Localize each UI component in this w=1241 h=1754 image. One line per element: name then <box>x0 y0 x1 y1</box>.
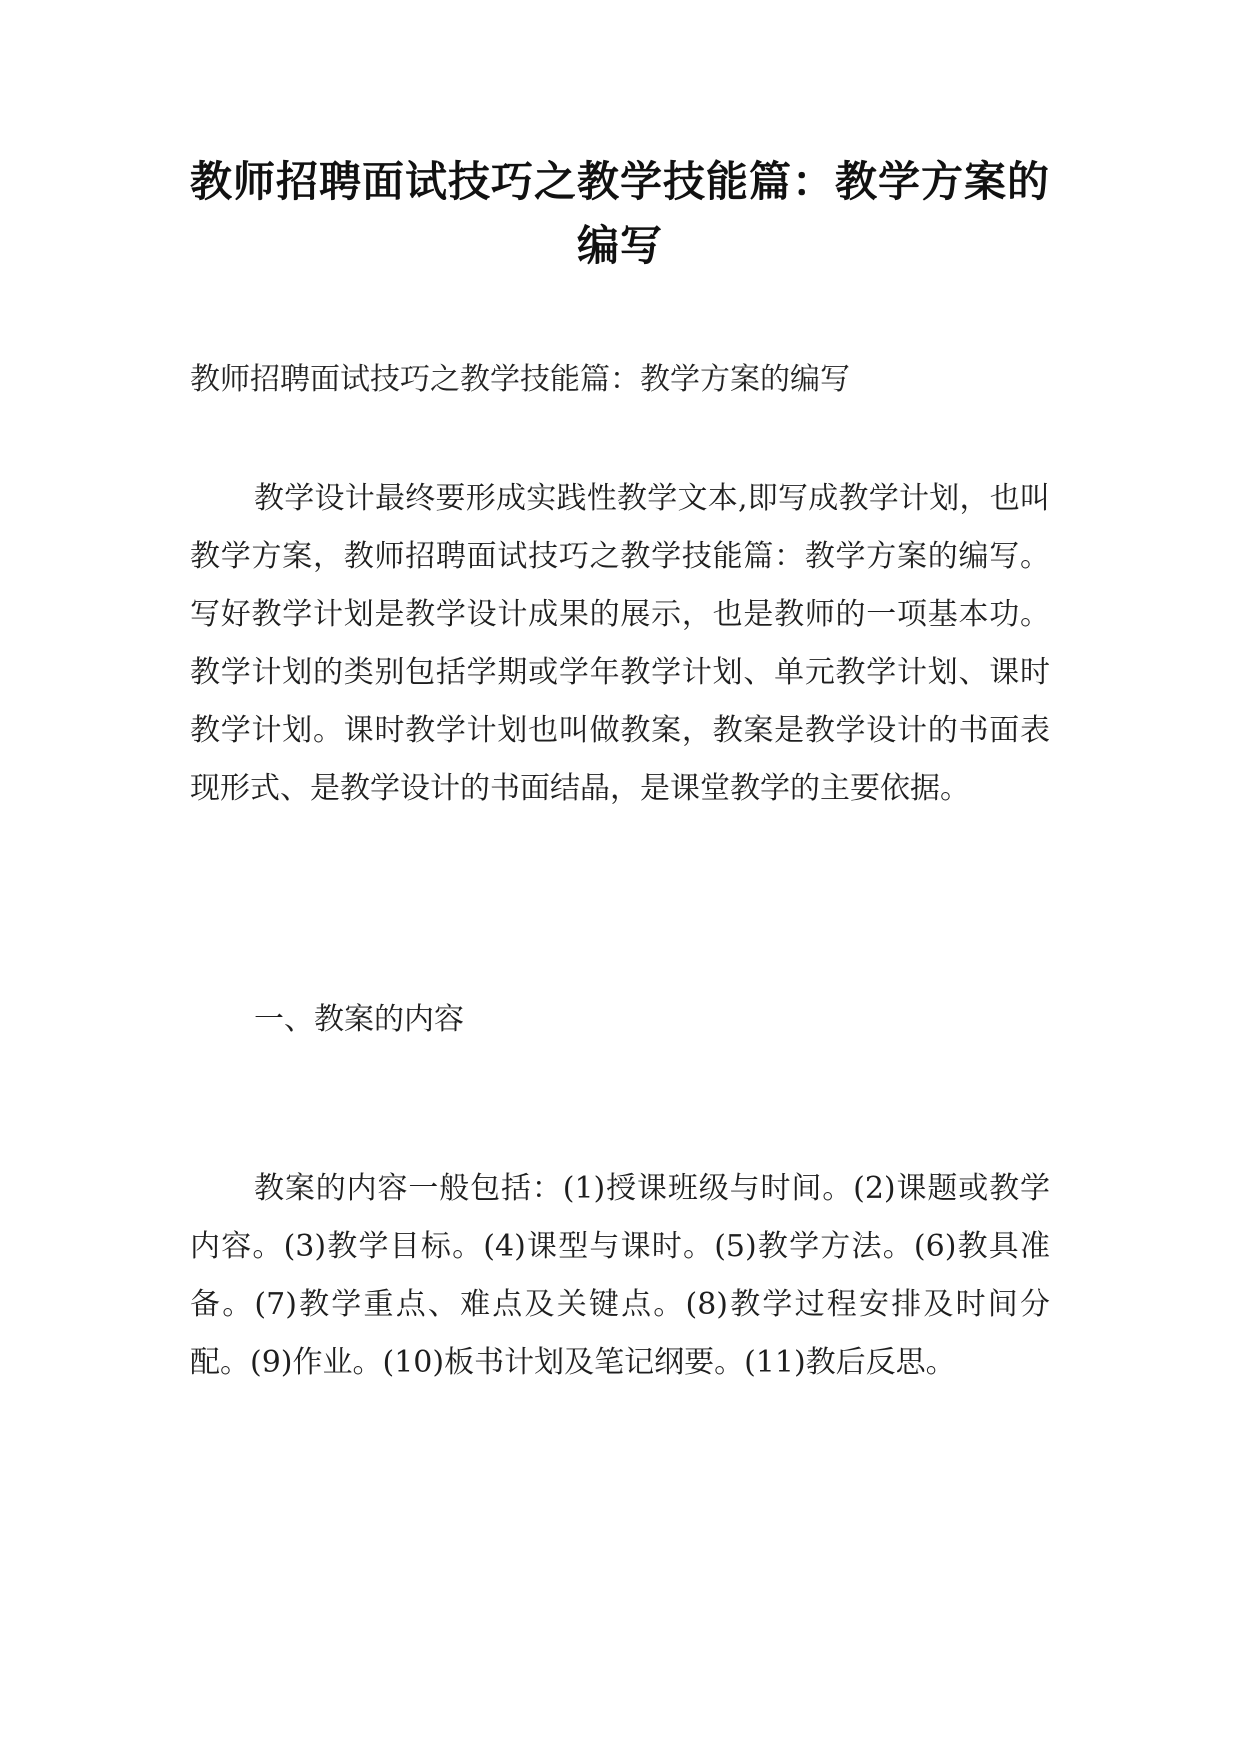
section-heading: 一、教案的内容 <box>254 1002 464 1037</box>
section-paragraph: 教案的内容一般包括：(1)授课班级与时间。(2)课题或教学内容。(3)教学目标。(4)课型与课时。(5)教学方法。(6)教具准备。(7)教学重点、难点及关键点。(8)教学过程安排及时间分配。(9)作业。(10)板书计划及笔记纲要。(11)教后反思。 <box>190 1171 1050 1380</box>
intro-paragraph: 教学设计最终要形成实践性教学文本,即写成教学计划，也叫教学方案，教师招聘面试技巧之教学技能篇：教学方案的编写。写好教学计划是教学设计成果的展示，也是教师的一项基本功。教学计划的类别包括学期或学年教学计划、单元教学计划、课时教学计划。课时教学计划也叫做教案，教案是教学设计的书面表现形式、是教学设计的书面结晶，是课堂教学的主要依据。 <box>190 481 1050 806</box>
document-subtitle: 教师招聘面试技巧之教学技能篇：教学方案的编写 <box>190 362 850 397</box>
document-title: 教师招聘面试技巧之教学技能篇：教学方案的编写 <box>189 157 1050 270</box>
